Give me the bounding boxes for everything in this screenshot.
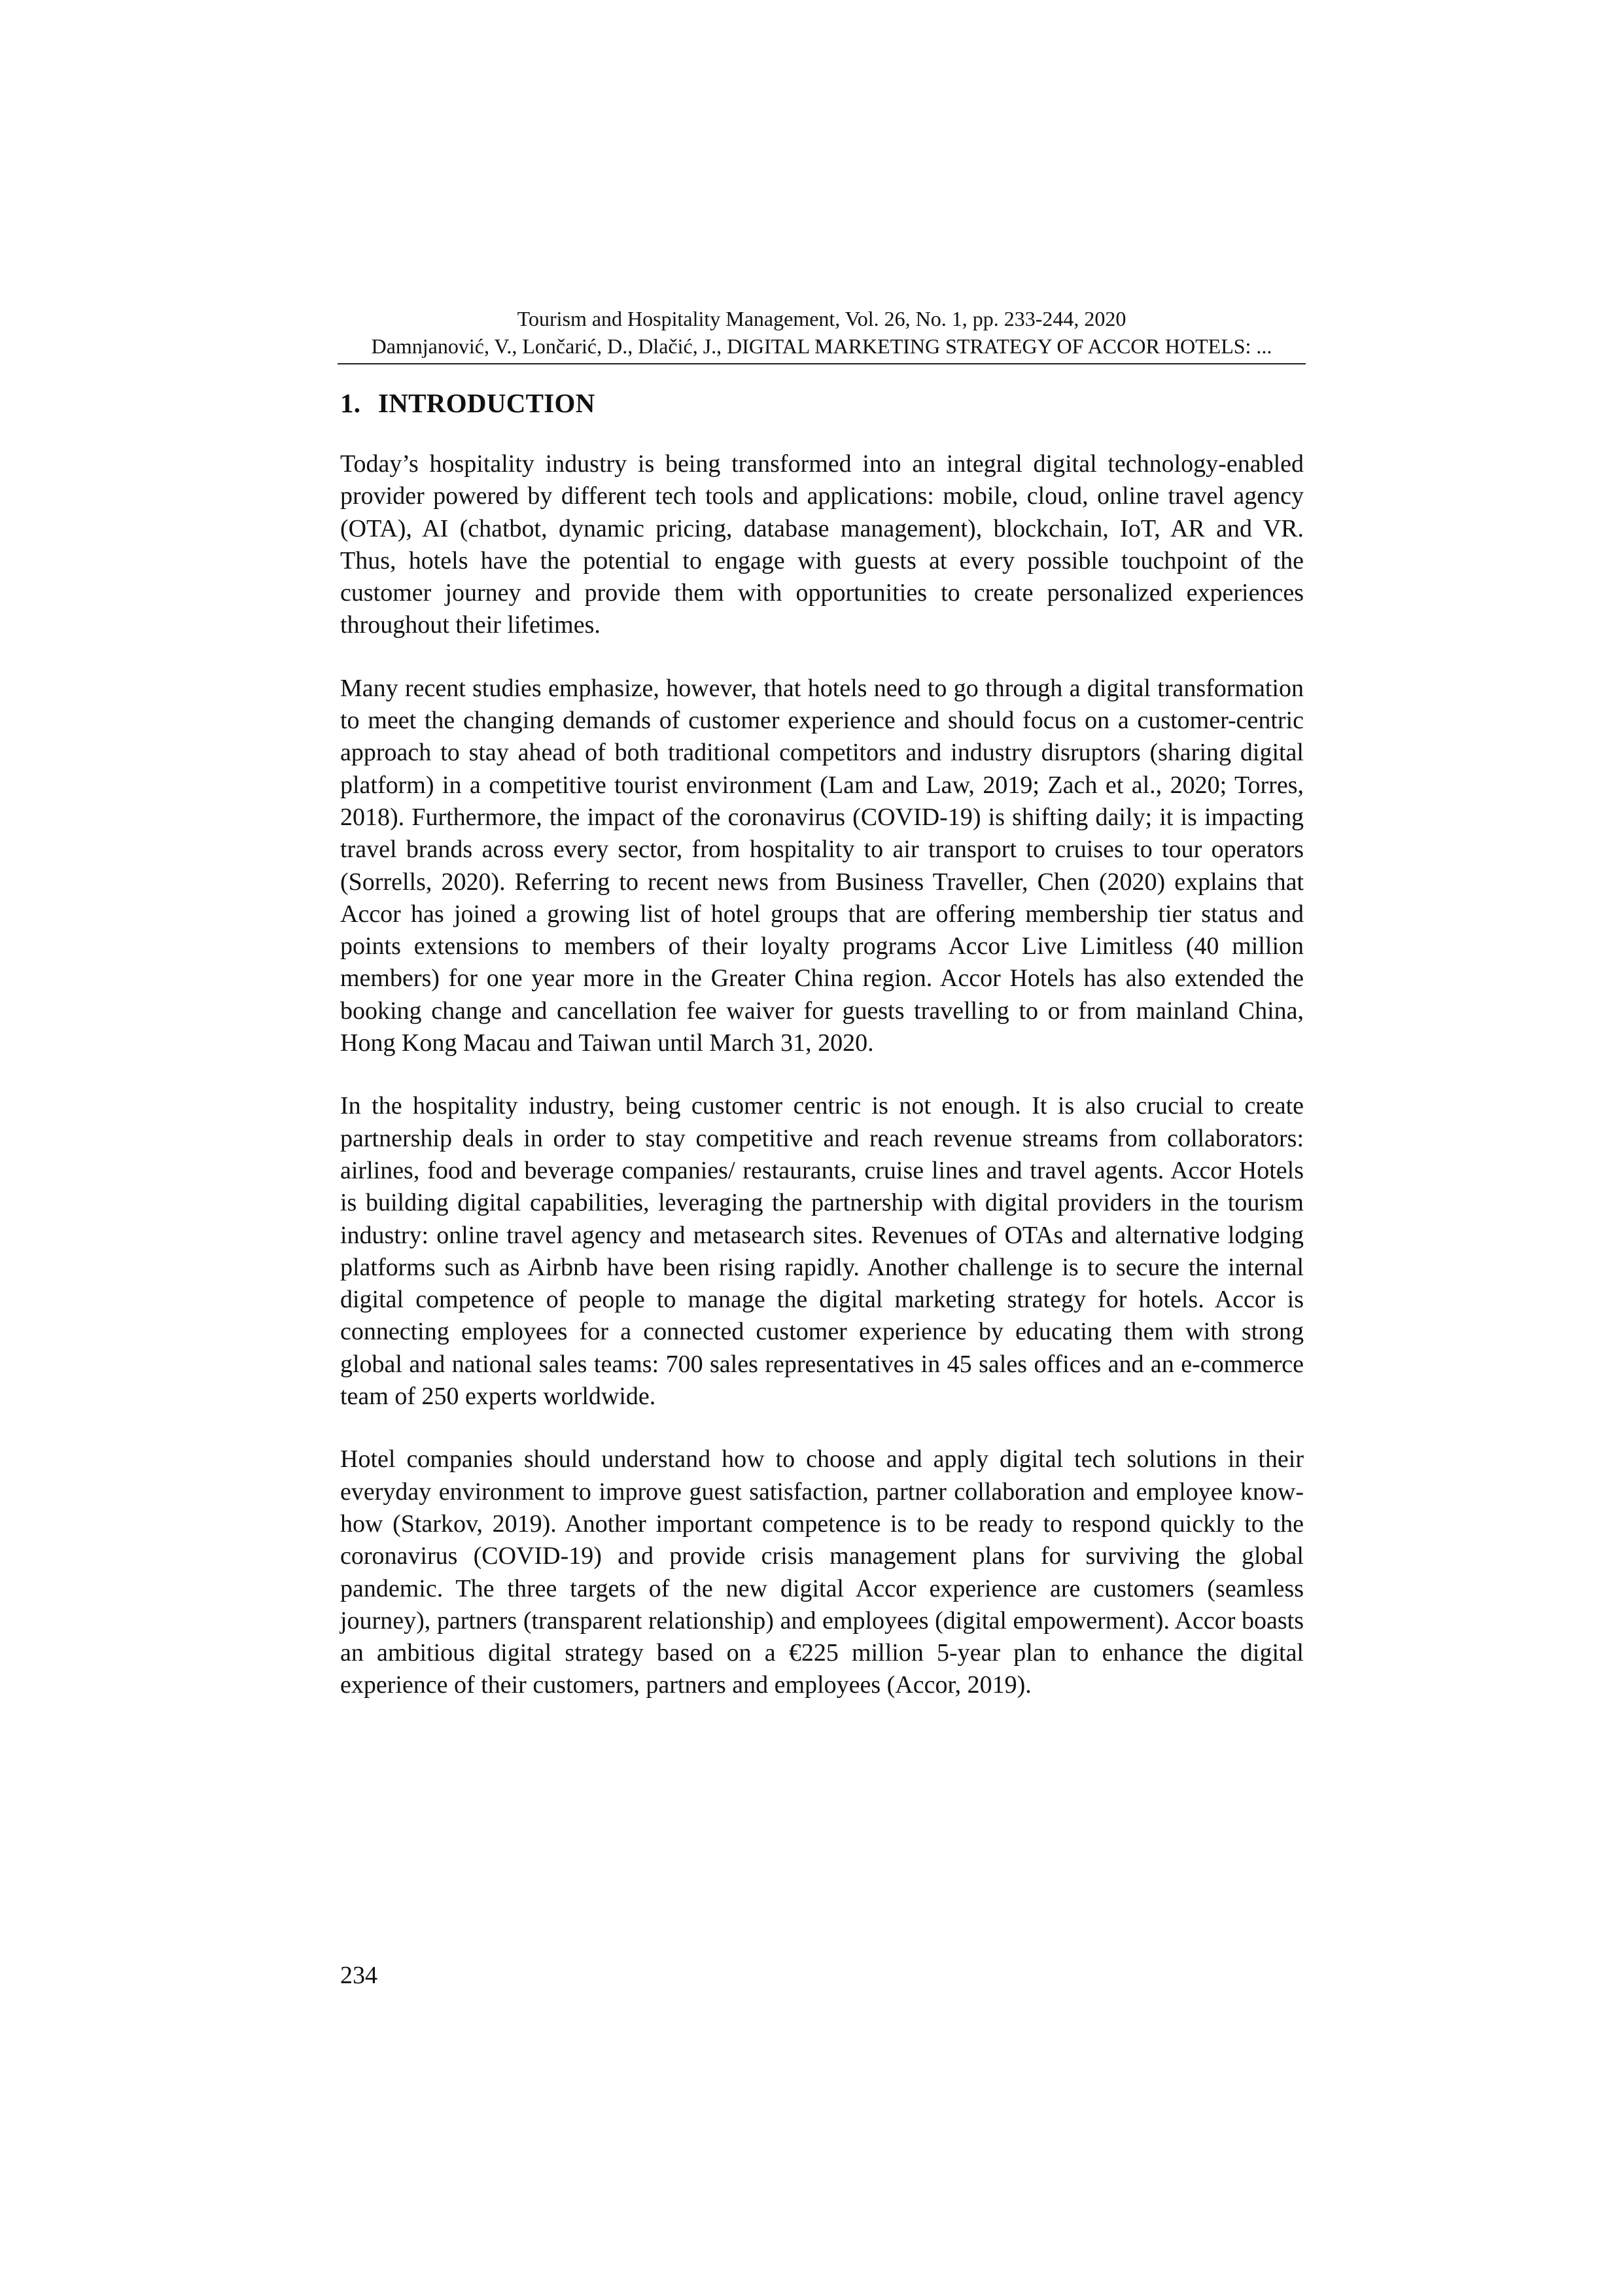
section-number: 1. [340, 388, 361, 418]
paragraph: Many recent studies emphasize, however, that hotels need to go through a digital transformation to meet the changing demands of customer experience and should focus on a customer-centric approach to stay ahead of both traditional competitors and industry disruptors (sharing digital platform) in a competitive tourist environment (Lam and Law, 2019; Zach et al., 2020; Torres, 2018). Furthermore, the impact of the coronavirus (COVID-19) is shifting daily; it is impacting travel brands across every sector, from hospitality to air transport to cruises to tour operators (Sorrells, 2020). Referring to recent news from Business Traveller, Chen (2020) explains that Accor has joined a growing list of hotel groups that are offering membership tier status and points extensions to members of their loyalty programs Accor Live Limitless (40 million members) for one year more in the Greater China region. Accor Hotels has also extended the booking change and cancellation fee waiver for guests travelling to or from mainland China, Hong Kong Macau and Taiwan until March 31, 2020. [340, 674, 1304, 1057]
section-title: INTRODUCTION [378, 388, 595, 418]
article-authors-title: Damnjanović, V., Lončarić, D., Dlačić, J., DIGITAL MARKETING STRATEGY OF ACCOR HOTELS: ... [371, 334, 1272, 358]
header-divider [338, 363, 1306, 364]
paragraph: Hotel companies should understand how to choose and apply digital tech solutions in their everyday environment to improve guest satisfaction, partner collaboration and employee know-how (Starkov, 2019). Another important competence is to be ready to respond quickly to the coronavirus (COVID-19) and provide crisis management plans for surviving the global pandemic. The three targets of the new digital Accor experience are customers (seamless journey), partners (transparent relationship) and employees (digital empowerment). Accor boasts an ambitious digital strategy based on a €225 million 5-year plan to enhance the digital experience of their customers, partners and employees (Accor, 2019). [340, 1445, 1304, 1699]
running-header [338, 305, 1306, 360]
journal-citation: Tourism and Hospitality Management, Vol. 26, No. 1, pp. 233-244, 2020 [517, 307, 1126, 330]
paragraph: In the hospitality industry, being customer centric is not enough. It is also crucial to create partnership deals in order to stay competitive and reach revenue streams from collaborators: airlines, food and beverage companies/ restaurants, cruise lines and travel agents. Accor Hotels is building digital capabilities, leveraging the partnership with digital providers in the tourism industry: online travel agency and metasearch sites. Revenues of OTAs and alternative lodging platforms such as Airbnb have been rising rapidly. Another challenge is to secure the internal digital competence of people to manage the digital marketing strategy for hotels. Accor is connecting employees for a connected customer experience by educating them with strong global and national sales teams: 700 sales representatives in 45 sales offices and an e-commerce team of 250 experts worldwide. [340, 1092, 1304, 1411]
body-text [340, 448, 1304, 1733]
paragraph: Today’s hospitality industry is being transformed into an integral digital technology-enabled provider powered by different tech tools and applications: mobile, cloud, online travel agency (OTA), AI (chatbot, dynamic pricing, database management), blockchain, IoT, AR and VR. Thus, hotels have the potential to engage with guests at every possible touchpoint of the customer journey and provide them with opportunities to create personalized experiences throughout their lifetimes. [340, 450, 1304, 639]
section-heading [340, 385, 595, 421]
page-number: 234 [340, 1962, 377, 1989]
